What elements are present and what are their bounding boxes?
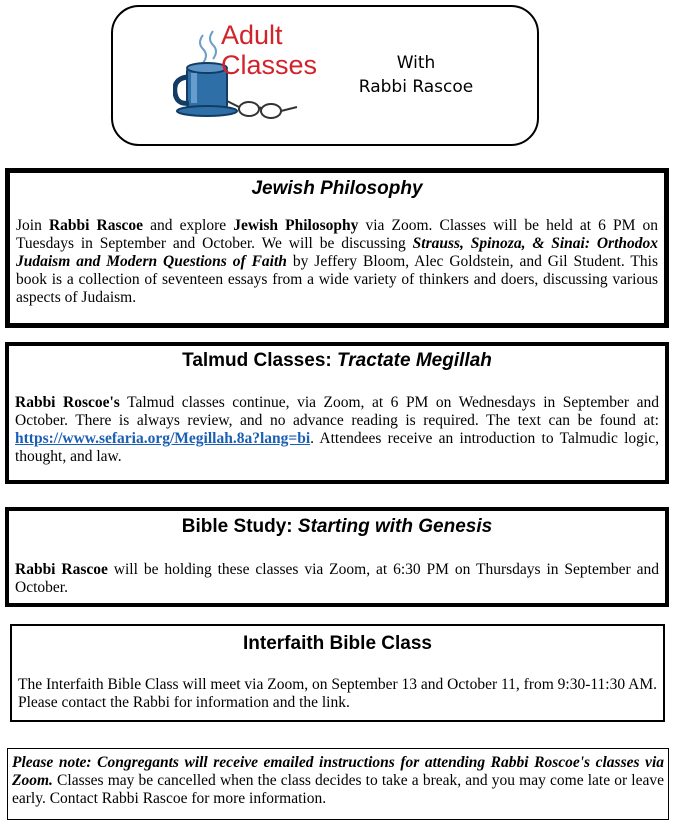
- section-title: [9, 350, 665, 372]
- body-text: and explore: [143, 217, 234, 234]
- body-bold: Rabbi Rascoe: [48, 217, 144, 234]
- section-title: Jewish Philosophy: [251, 178, 423, 199]
- section-body: [15, 394, 659, 466]
- logo-classes-text: Classes: [221, 50, 318, 80]
- note-bold-italic: Please note: Congregants will receive emailed instructions for attending Rabbi Roscoe's classes via Zoom.: [12, 754, 664, 789]
- rabbi-name-line: Rabbi Rascoe: [358, 77, 474, 97]
- section-body: [15, 561, 659, 597]
- logo-adult-text: Adult: [221, 20, 283, 50]
- title-plain: Talmud Classes:: [182, 350, 337, 371]
- section-body: [18, 676, 657, 712]
- please-note-box: [7, 748, 669, 820]
- body-text: via Zoom. Classes will be held at 6 PM on Tuesdays in September and October. We will be discussing: [16, 217, 659, 252]
- body-text: will be holding these classes via Zoom, at 6:30 PM on Thursdays in September and October.: [15, 561, 659, 596]
- body-bold: Jewish Philosophy: [233, 217, 359, 234]
- title-plain: Bible Study:: [181, 516, 298, 537]
- body-bold: Rabbi Rascoe: [15, 561, 108, 578]
- sefaria-link[interactable]: https://www.sefaria.org/Megillah.8a?lang=bi: [15, 430, 311, 447]
- with-rabbi-text: [351, 51, 481, 99]
- body-bold: Rabbi Roscoe's: [15, 394, 120, 411]
- jewish-philosophy-section: [5, 168, 669, 328]
- note-text: Classes may be cancelled when the class decides to take a break, and you may come late or leave early. Contact Rabbi Rascoe for more information.: [12, 772, 664, 807]
- body-text: by Jeffery Bloom, Alec Goldstein, and Gil Student. This book is a collection of seventeen essays from a wide variety of thinkers and doers, discussing various aspects of Judaism.: [16, 253, 658, 306]
- talmud-classes-section: [5, 342, 669, 484]
- title-italic: Starting with Genesis: [297, 516, 493, 537]
- body-text: Talmud classes continue, via Zoom, at 6 PM on Wednesdays in September and October. There is always review, and no advance reading is required. The text can be found at:: [15, 394, 659, 429]
- body-text: The Interfaith Bible Class will meet via Zoom, on September 13 and October 11, from 9:30-11:30 AM. Please contact the Rabbi for information and the link.: [18, 676, 657, 711]
- with-line: With: [396, 53, 436, 73]
- section-body: [16, 217, 658, 307]
- body-text: . Attendees receive an introduction to Talmudic logic, thought, and law.: [15, 430, 659, 465]
- note-body: [12, 754, 664, 808]
- title-italic: Tractate Megillah: [337, 350, 492, 371]
- section-title: [9, 516, 665, 538]
- section-title: Interfaith Bible Class: [243, 633, 432, 654]
- header-card: [111, 5, 539, 146]
- interfaith-bible-class-section: [10, 624, 665, 722]
- book-title: Strauss, Spinoza, & Sinai: Orthodox Judaism and Modern Questions of Faith: [16, 235, 658, 270]
- bible-study-section: [5, 507, 669, 607]
- body-text: Join: [16, 217, 49, 234]
